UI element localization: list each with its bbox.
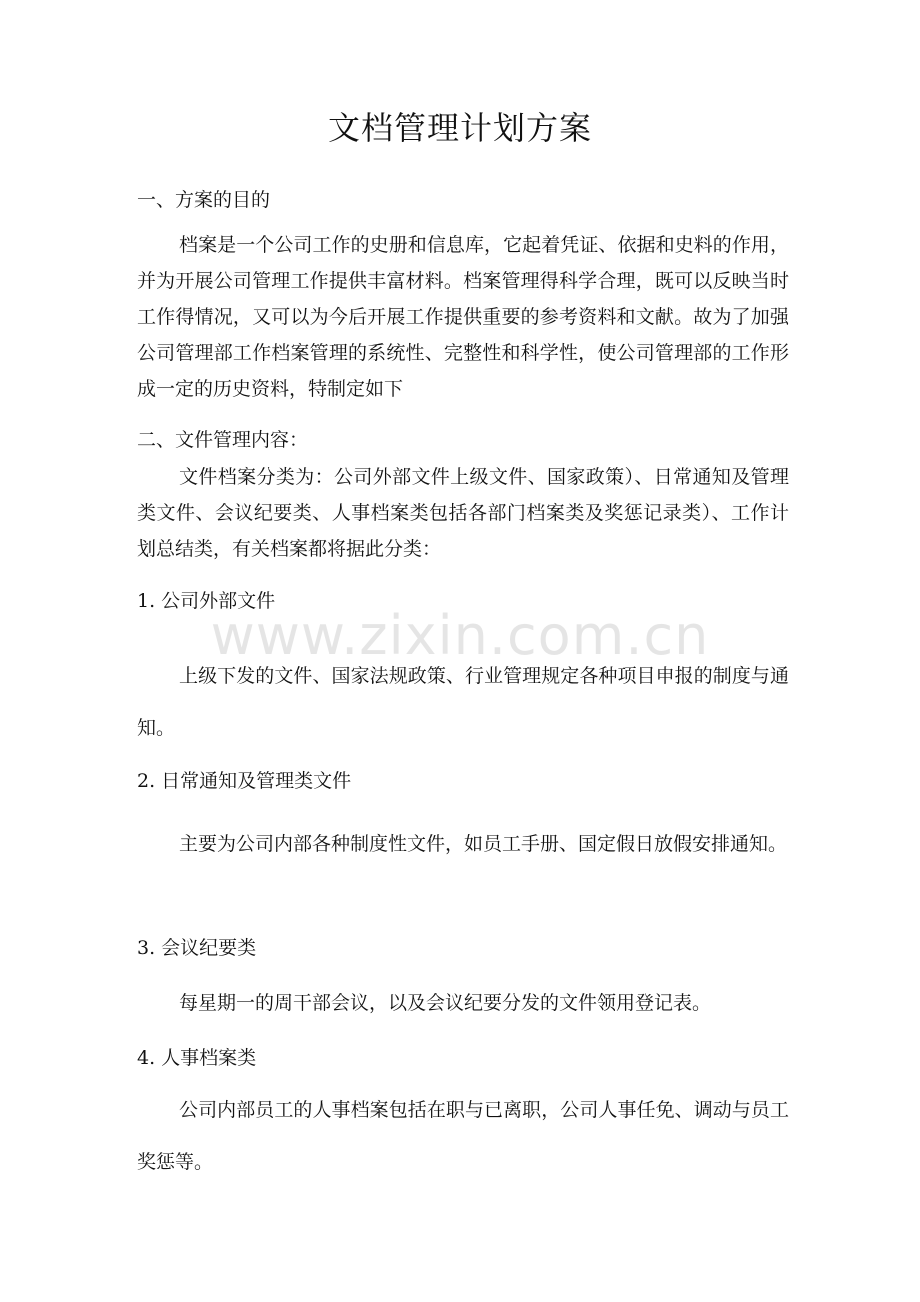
item-heading-daily-notices: 2. 日常通知及管理类文件	[137, 770, 352, 792]
paragraph-content: 文件档案分类为：公司外部文件上级文件、国家政策）、日常通知及管理类文件、会议纪要类、人事档案类包括各部门档案类及奖惩记录类）、工作计划总结类，有关档案都将据此分类：	[137, 466, 789, 560]
item-heading-external-files: 1. 公司外部文件	[137, 590, 276, 612]
item-body-personnel-files: 公司内部员工的人事档案包括在职与已离职，公司人事任免、调动与员工奖惩等。	[137, 1099, 789, 1173]
watermark: www.zixin.com.cn	[210, 604, 710, 667]
section-heading-content: 二、文件管理内容：	[137, 429, 309, 451]
item-heading-meeting-minutes: 3. 会议纪要类	[137, 937, 257, 959]
section-heading-purpose: 一、方案的目的	[137, 189, 271, 211]
item-body-daily-notices: 主要为公司内部各种制度性文件，如员工手册、国定假日放假安排通知。	[179, 833, 788, 855]
item-body-meeting-minutes: 每星期一的周干部会议，以及会议纪要分发的文件领用登记表。	[179, 992, 712, 1014]
paragraph-purpose: 档案是一个公司工作的史册和信息库，它起着凭证、依据和史料的作用，并为开展公司管理工作提供丰富材料。档案管理得科学合理，既可以反映当时工作得情况，又可以为今后开展工作提供重要的参考资料和文献。故为了加强公司管理部工作档案管理的系统性、完整性和科学性，使公司管理部的工作形成一定的历史资料，特制定如下	[137, 234, 789, 400]
item-heading-personnel-files: 4. 人事档案类	[137, 1047, 257, 1069]
document-title: 文档管理计划方案	[327, 109, 592, 147]
item-body-external-files: 上级下发的文件、国家法规政策、行业管理规定各种项目申报的制度与通知。	[137, 665, 789, 739]
